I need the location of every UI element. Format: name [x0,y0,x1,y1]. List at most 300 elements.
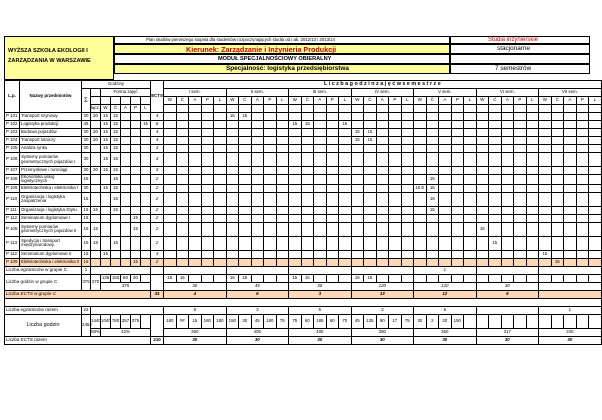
semester-hours [289,145,302,153]
summary-sem-hours [464,314,477,328]
summary-sem-total: 45 [226,282,289,290]
semester-hours [451,153,464,167]
semester-hours [414,192,427,206]
semester-hours [289,258,302,266]
semester-hours [289,206,302,214]
semester-hours [214,175,227,185]
semester-hours [564,184,577,192]
semester-hours [326,129,339,137]
semester-hours [351,206,364,214]
semester-hours [389,206,402,214]
course-hours [101,206,111,214]
summary-sem-hours: 15 [164,274,177,282]
semester-hours [189,184,202,192]
semester-hours [526,175,539,185]
semester-hours [364,214,377,222]
summary-sem-hours [576,274,589,282]
semester-hours [539,192,552,206]
course-code: P 106 [5,222,20,236]
semester-hours [439,236,452,250]
semester-blank [414,105,427,113]
semester-hours [339,214,352,222]
semester-hours [451,250,464,258]
col-godz-sub: L [141,105,151,113]
summary-sem [289,266,352,274]
course-name: Logistyka produkcji [20,121,82,129]
semester-hours [264,153,277,167]
semester-hours [514,206,527,214]
course-hours: 15 [101,250,111,258]
semester-hours [301,236,314,250]
course-hours [111,258,121,266]
summary-sem-ects: 30 [414,336,477,344]
semester-hours [501,175,514,185]
semesters-count: 7 semestrów [495,65,532,72]
semester-hours [276,184,289,192]
semester-hours [389,137,402,145]
table-row [5,258,602,266]
semester-hours [451,175,464,185]
course-code: P 101 [5,113,20,121]
semester-hours [476,137,489,145]
semester-hours [501,184,514,192]
semester-hours [576,137,589,145]
semester-hours [364,222,377,236]
semester-hours [326,167,339,175]
semester-hours [451,121,464,129]
course-ects: 4 [151,137,164,145]
summary-sem-hours [489,314,502,328]
semester-hours [539,129,552,137]
semester-hours [389,113,402,121]
semester-hours [489,250,502,258]
semester-hours [364,258,377,266]
semester-hours [526,222,539,236]
semester-hours [201,121,214,129]
semester-hours [326,192,339,206]
semester-hours [526,250,539,258]
semester-hours [576,206,589,214]
course-name: Elektrotechnika i elektronika II [20,258,82,266]
semester-hours [589,113,602,121]
semester-hours [201,145,214,153]
semester-hours [239,192,252,206]
semester-hours [501,121,514,129]
table-row [5,105,602,113]
table-row [5,298,602,306]
semester-hours [564,153,577,167]
course-hours: 15 [111,113,121,121]
summary-sem-hours [501,274,514,282]
semester-hours [439,184,452,192]
semester-sub-label: W [289,97,302,105]
school-name-line1: WYŻSZA SZKOŁA EKOLOGII I [8,48,88,54]
semester-hours [226,145,239,153]
semester-hours [339,192,352,206]
semester-hours [526,153,539,167]
semester-hours [214,167,227,175]
summary-sem-ects: 13 [351,290,414,298]
semester-hours [576,113,589,121]
semester-hours [589,214,602,222]
semester-hours [414,250,427,258]
semester-hours [464,129,477,137]
summary-sem: 3 [226,306,289,314]
semester-hours [576,121,589,129]
semester-hours [214,250,227,258]
course-hours [131,145,141,153]
semester-hours [251,137,264,145]
semester-hours [314,167,327,175]
semester-hours [326,214,339,222]
semester-hours [576,184,589,192]
semester-hours [314,137,327,145]
semester-hours [251,206,264,214]
summary-sem-hours [376,274,389,282]
summary-sem [164,266,227,274]
semester-hours [426,145,439,153]
course-hours: 15 [111,145,121,153]
course-code: P 113 [5,236,20,250]
semester-hours [289,137,302,145]
summary-sem [476,266,539,274]
semester-hours [589,250,602,258]
semester-hours [326,145,339,153]
semester-hours [351,145,364,153]
semester-hours [514,236,527,250]
semester-hours [201,175,214,185]
course-hours [131,153,141,167]
semester-sub-label: W [164,97,177,105]
course-ects: 2 [151,184,164,192]
semester-hours [264,250,277,258]
semester-blank [176,105,189,113]
semester-hours [539,121,552,129]
semester-hours: 15 [339,121,352,129]
summary-sem [351,266,414,274]
semester-blank [539,105,552,113]
summary-sem-ects: 12 [414,290,477,298]
course-hours: 15 [91,236,101,250]
course-hours [121,145,131,153]
course-ects: 2 [151,192,164,206]
semester-blank [589,105,602,113]
course-name: Transport lotniczy [20,137,82,145]
semester-hours [289,214,302,222]
course-hours: 15 [101,184,111,192]
summary-label: Liczba godzin w grupie C [5,274,82,290]
semester-sub-label: W [226,97,239,105]
summary-sem [476,306,539,314]
course-hours: 15 [101,121,111,129]
semester-hours [301,167,314,175]
semester-hours [526,129,539,137]
summary-sem-hours: 135 [364,314,377,328]
semester-hours [576,236,589,250]
semester-hours [414,222,427,236]
course-hours [101,258,111,266]
semester-hours [576,167,589,175]
summary-label: Liczba ECTS w grupie C [5,290,151,298]
table-row [5,266,602,274]
semester-hours [464,167,477,175]
semester-hours [264,222,277,236]
course-hours: 15 [131,222,141,236]
semester-hours: 15 [539,250,552,258]
semester-hours [401,222,414,236]
semester-hours [276,222,289,236]
semester-hours [214,121,227,129]
semester-hours: 15 [226,113,239,121]
semester-hours: 15 E [414,184,427,192]
summary-pct: 42% [101,328,151,336]
course-hours [91,184,101,192]
semester-hours [301,250,314,258]
semester-label: III sem. [289,89,352,97]
semester-hours [164,113,177,121]
course-name: Seminarium dyplomowe II [20,250,82,258]
course-code: P 109 [5,184,20,192]
semester-hours [401,206,414,214]
semester-blank [326,105,339,113]
semester-blank [264,105,277,113]
semester-hours [426,153,439,167]
semester-hours [301,137,314,145]
semester-hours [301,258,314,266]
course-hours [111,222,121,236]
summary-sem-ects: 4 [164,290,227,298]
course-ects: 3 [151,145,164,153]
semester-hours [376,214,389,222]
semester-hours [439,153,452,167]
semester-hours [426,222,439,236]
summary-sem-hours: 2 [426,314,439,328]
semester-hours: 15 [551,258,564,266]
table-row [5,113,602,121]
semester-hours [264,113,277,121]
summary-sem: 1 [414,266,477,274]
semester-hours [326,153,339,167]
summary-sem-ects: 30 [226,336,289,344]
semester-hours [176,214,189,222]
semester-hours [339,153,352,167]
semester-hours [201,129,214,137]
table-row [5,290,602,298]
semester-hours [564,222,577,236]
summary-sem-hours [264,274,277,282]
semester-sub-label: W [414,97,427,105]
semester-hours [251,250,264,258]
table-row [5,184,602,192]
semester-hours [376,145,389,153]
course-code: P 104 [5,137,20,145]
semester-hours [514,258,527,266]
semester-hours [239,153,252,167]
table-row [5,236,602,250]
course-hours [141,129,151,137]
semester-hours [251,129,264,137]
semester-hours [314,236,327,250]
semester-hours [314,250,327,258]
semester-hours [439,121,452,129]
semester-hours [476,145,489,153]
summary-label: Liczba egzaminów razem [5,306,82,314]
semester-hours [289,222,302,236]
semester-hours [389,121,402,129]
semester-hours [589,145,602,153]
semester-hours [189,121,202,129]
course-ects: 2 [151,236,164,250]
summary-form: 60 [121,274,131,282]
course-hours: 15 [111,167,121,175]
semester-hours [376,184,389,192]
semester-hours [451,206,464,214]
summary-sem-hours [526,274,539,282]
table-row [5,89,602,97]
semester-blank [426,105,439,113]
semester-hours [364,121,377,129]
semester-hours [276,129,289,137]
semester-hours [239,145,252,153]
course-hours [121,214,131,222]
summary-form: 135 [101,274,111,282]
semester-hours [451,236,464,250]
semester-hours [539,167,552,175]
semester-hours [376,236,389,250]
course-hours: 30 [91,137,101,145]
course-hours: 15 [111,129,121,137]
semester-hours [439,214,452,222]
semester-hours [301,192,314,206]
summary-sem-hours [339,274,352,282]
semester-hours [439,250,452,258]
semester-hours [364,145,377,153]
table-row [5,81,602,89]
semester-hours [401,145,414,153]
spacer [5,298,602,306]
semester-hours [289,113,302,121]
semester-hours [251,113,264,121]
summary-sem-total: 120 [414,282,477,290]
course-hours: 15 [101,137,111,145]
semester-label: V sem. [414,89,477,97]
semester-hours [251,121,264,129]
course-hours [91,214,101,222]
semester-hours [176,113,189,121]
semester-hours [551,145,564,153]
summary-sem-total: 30 [476,282,539,290]
semester-hours [289,167,302,175]
semester-hours [276,192,289,206]
semester-hours [164,129,177,137]
course-name: Spedycja i transport międzynarodowy [20,236,82,250]
semester-hours [551,167,564,175]
semester-hours [501,113,514,121]
semester-hours [589,184,602,192]
semester-hours [164,250,177,258]
course-hours [101,175,111,185]
semester-hours [451,214,464,222]
course-ects: 6 [151,121,164,129]
col-form-sub [121,97,131,105]
semester-hours [351,222,364,236]
semester-hours [426,129,439,137]
semester-blank [464,105,477,113]
course-hours: 15 [111,137,121,145]
semester-hours [176,184,189,192]
course-hours [91,121,101,129]
summary-sem-hours [401,274,414,282]
semester-hours [476,214,489,222]
semester-hours [201,250,214,258]
course-ects: 3 [151,250,164,258]
summary-sem-hours: 180 [201,314,214,328]
summary-sem-hours [464,274,477,282]
semester-hours [576,153,589,167]
semester-hours [464,153,477,167]
summary-total: 375 [82,274,91,290]
col-sigma: Σ [82,89,91,113]
course-hours: 15 [82,192,91,206]
semester-hours [251,145,264,153]
semester-hours [439,175,452,185]
course-code: P 111 [5,206,20,214]
semester-hours [501,206,514,214]
semester-hours [301,113,314,121]
semester-hours [214,236,227,250]
semester-hours [164,137,177,145]
semester-hours [539,236,552,250]
semester-hours [539,206,552,214]
semester-blank [351,105,364,113]
semester-hours [176,192,189,206]
semester-hours [389,167,402,175]
semester-hours [451,184,464,192]
semester-hours [364,153,377,167]
summary-laczn: 1440 [91,314,101,328]
semester-hours [526,137,539,145]
semester-hours [214,145,227,153]
semester-hours [476,184,489,192]
semester-hours [476,258,489,266]
semester-hours [589,121,602,129]
course-hours [141,250,151,258]
semester-hours [176,145,189,153]
semester-hours [451,258,464,266]
course-hours [141,113,151,121]
semester-hours [351,250,364,258]
summary-sem-ects: 30 [539,336,602,344]
semester-sub-label: P [514,97,527,105]
semester-hours [176,167,189,175]
semester-sub-label: A [501,97,514,105]
semester-blank [189,105,202,113]
summary-sem-ects: 5 [476,290,539,298]
semester-hours [501,153,514,167]
course-hours [91,175,101,185]
table-row [5,175,602,185]
semester-hours [464,145,477,153]
semester-blank [214,105,227,113]
course-hours [101,214,111,222]
semester-hours [551,137,564,145]
semester-sub-label: L [401,97,414,105]
course-ects: 2 [151,258,164,266]
course-hours: 30 [91,113,101,121]
table-row [5,129,602,137]
summary-sem-hours [389,274,402,282]
semester-hours [189,153,202,167]
